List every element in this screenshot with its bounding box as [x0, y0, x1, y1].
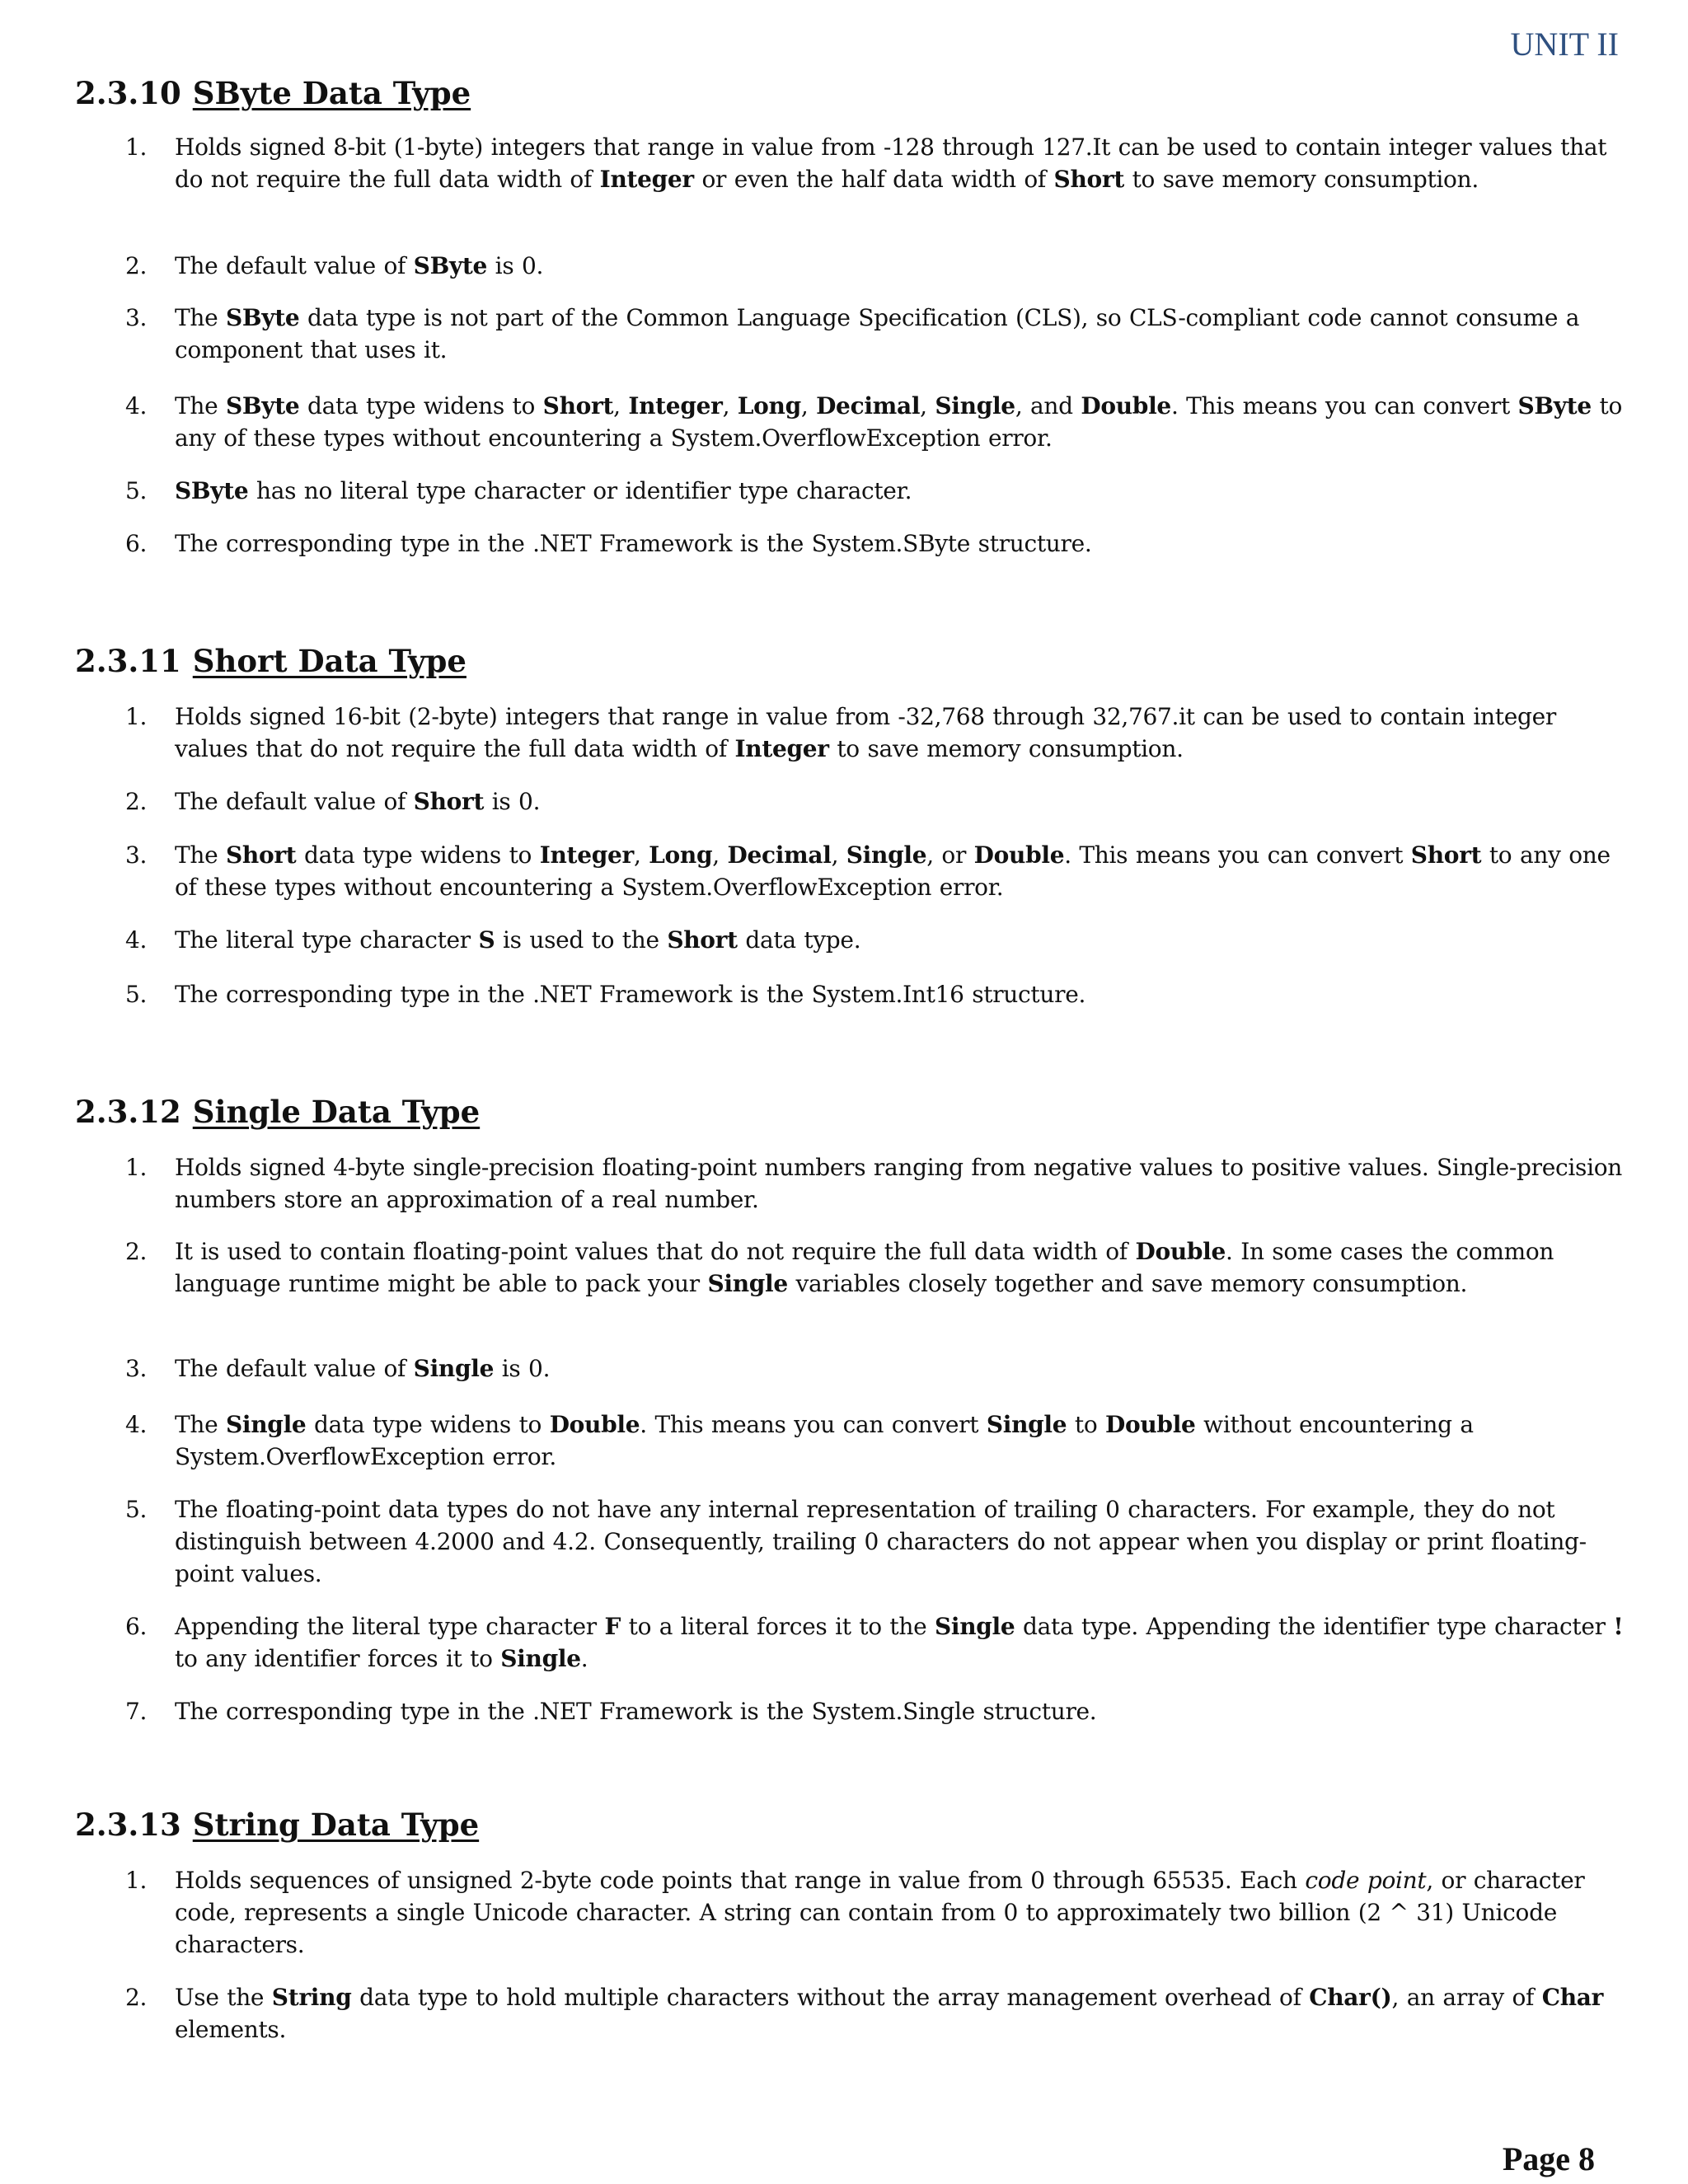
list-number: 2.: [125, 1238, 148, 1265]
list-number: 2.: [125, 1984, 148, 2011]
bold-term: Single: [225, 1411, 307, 1438]
text-run: The: [175, 1411, 226, 1438]
text-run: to save memory consumption.: [828, 735, 1184, 762]
text-run: . In some cases the common language runtime might be able to pack your: [175, 1238, 1554, 1297]
text-run: The literal type character: [175, 926, 479, 954]
text-run: elements.: [175, 2016, 287, 2043]
list-item: [125, 475, 1625, 507]
bold-term: Integer: [599, 166, 694, 193]
text-run: ,: [831, 841, 846, 869]
list-item: [125, 978, 1625, 1010]
bold-term: Char(): [1309, 1984, 1392, 2011]
text-run: The default value of: [175, 252, 414, 279]
text-run: data type widens to: [306, 1411, 550, 1438]
text-run: data type. Appending the identifier type character: [1015, 1613, 1614, 1640]
bold-term: Single: [846, 841, 927, 869]
text-run: . This means you can convert: [1064, 841, 1411, 869]
bold-term: Char: [1541, 1984, 1604, 2011]
text-run: The corresponding type in the .NET Framework is the System.SByte structure.: [175, 530, 1092, 557]
bold-term: String: [271, 1984, 352, 2011]
bold-term: S: [478, 926, 495, 954]
section-title: Short Data Type: [192, 643, 467, 679]
bold-term: Integer: [734, 735, 829, 762]
bold-term: Short: [225, 841, 297, 869]
list-number: 6.: [125, 530, 148, 557]
section-number: 2.3.10: [75, 75, 181, 111]
list-item: [125, 1981, 1625, 2046]
text-run: data type widens to: [299, 392, 543, 419]
list-item: [125, 924, 1625, 956]
text-run: ,: [920, 392, 935, 419]
text-run: Holds signed 8-bit (1-byte) integers that range in value from -128 through 127.It can be used to contain integer values that do not require the full data width of: [175, 134, 1607, 193]
bold-term: Integer: [539, 841, 634, 869]
text-run: The: [175, 392, 226, 419]
list-item: [125, 390, 1625, 454]
list-number: 5.: [125, 981, 148, 1008]
list-item: [125, 1610, 1625, 1675]
list-item: [125, 302, 1625, 366]
section-heading: [75, 1095, 480, 1128]
list-number: 2.: [125, 252, 148, 279]
list-number: 5.: [125, 1496, 148, 1523]
list-text: [175, 1235, 1625, 1300]
text-run: to save memory consumption.: [1124, 166, 1479, 193]
list-text: [175, 785, 1625, 818]
section-heading: [75, 1808, 479, 1841]
text-run: The corresponding type in the .NET Framework is the System.Single structure.: [175, 1698, 1097, 1725]
text-run: to a literal forces it to the: [621, 1613, 935, 1640]
text-run: to: [1067, 1411, 1105, 1438]
text-run: The: [175, 304, 226, 331]
text-run: or even the half data width of: [693, 166, 1054, 193]
list-text: [175, 701, 1625, 765]
list-number: 4.: [125, 392, 148, 419]
list-item: [125, 839, 1625, 903]
text-run: , an array of: [1391, 1984, 1542, 2011]
list-text: [175, 475, 1625, 507]
list-item: [125, 1235, 1625, 1300]
bold-term: Single: [934, 1613, 1015, 1640]
text-run: The default value of: [175, 788, 414, 815]
text-run: . This means you can convert: [640, 1411, 987, 1438]
bold-term: Single: [413, 1355, 495, 1382]
list-text: [175, 527, 1625, 560]
italic-term: code point: [1305, 1867, 1427, 1894]
bold-term: Double: [1081, 392, 1171, 419]
list-number: 3.: [125, 841, 148, 869]
section-title: SByte Data Type: [192, 75, 471, 111]
text-run: to any identifier forces it to: [175, 1645, 501, 1672]
bold-term: Double: [1105, 1411, 1196, 1438]
list-item: [125, 250, 1625, 282]
list-number: 5.: [125, 477, 148, 504]
list-item: [125, 1493, 1625, 1590]
bold-term: Short: [542, 392, 614, 419]
bold-term: Decimal: [727, 841, 832, 869]
bold-term: Double: [549, 1411, 640, 1438]
text-run: The: [175, 841, 226, 869]
text-run: . This means you can convert: [1170, 392, 1518, 419]
text-run: Holds sequences of unsigned 2-byte code points that range in value from 0 through 65535. Each: [175, 1867, 1306, 1894]
bold-term: Decimal: [816, 392, 921, 419]
list-number: 4.: [125, 1411, 148, 1438]
list-text: [175, 1151, 1625, 1216]
list-number: 1.: [125, 1867, 148, 1894]
section-number: 2.3.11: [75, 643, 181, 679]
bold-term: Short: [1053, 166, 1124, 193]
text-run: to any of these types without encountering a System.OverflowException error.: [175, 392, 1623, 452]
list-number: 4.: [125, 926, 148, 954]
bold-term: Single: [707, 1270, 788, 1297]
list-number: 1.: [125, 1154, 148, 1181]
text-run: is 0.: [484, 788, 541, 815]
section-heading: [75, 77, 471, 110]
list-item: [125, 1695, 1625, 1727]
text-run: The floating-point data types do not have any internal representation of trailing 0 characters. For example, they do not distinguish between 4.2000 and 4.2. Consequently, trailing 0 characters do not appear when you display or print floating-point values.: [175, 1496, 1587, 1587]
bold-term: Single: [935, 392, 1015, 419]
text-run: without encountering a System.OverflowException error.: [175, 1411, 1474, 1470]
bold-term: Double: [1135, 1238, 1226, 1265]
section-title: Single Data Type: [192, 1094, 481, 1130]
bold-term: Integer: [628, 392, 723, 419]
text-run: ,: [712, 841, 728, 869]
text-run: , or: [926, 841, 974, 869]
bold-term: Short: [413, 788, 485, 815]
list-text: [175, 1408, 1625, 1473]
text-run: , or character code, represents a single Unicode character. A string can contain from 0 to approximately two billion (2 ^ 31) Unicode characters.: [175, 1867, 1585, 1958]
bold-term: SByte: [225, 304, 300, 331]
bold-term: Short: [1410, 841, 1482, 869]
list-number: 3.: [125, 1355, 148, 1382]
text-run: data type.: [737, 926, 861, 954]
text-run: Holds signed 4-byte single-precision floating-point numbers ranging from negative values to positive values. Single-precision numbers store an approximation of a real number.: [175, 1154, 1623, 1213]
list-number: 3.: [125, 304, 148, 331]
bold-term: SByte: [225, 392, 300, 419]
list-item: [125, 1408, 1625, 1473]
list-item: [125, 1352, 1625, 1385]
bold-term: SByte: [175, 477, 249, 504]
list-text: [175, 1610, 1625, 1675]
list-number: 2.: [125, 788, 148, 815]
list-item: [125, 785, 1625, 818]
text-run: ,: [722, 392, 738, 419]
text-run: data type widens to: [296, 841, 540, 869]
list-text: [175, 390, 1625, 454]
text-run: data type is not part of the Common Language Specification (CLS), so CLS-compliant code cannot consume a component that uses it.: [175, 304, 1580, 363]
list-text: [175, 1352, 1625, 1385]
text-run: ,: [800, 392, 817, 419]
bold-term: Short: [667, 926, 738, 954]
text-run: variables closely together and save memory consumption.: [787, 1270, 1468, 1297]
text-run: The default value of: [175, 1355, 414, 1382]
bold-term: F: [604, 1613, 621, 1640]
list-item: [125, 701, 1625, 765]
list-number: 1.: [125, 703, 148, 730]
text-run: has no literal type character or identifier type character.: [248, 477, 912, 504]
text-run: is used to the: [495, 926, 668, 954]
text-run: is 0.: [487, 252, 544, 279]
list-text: [175, 1981, 1625, 2046]
text-run: The corresponding type in the .NET Framework is the System.Int16 structure.: [175, 981, 1086, 1008]
bold-term: Long: [649, 841, 713, 869]
list-number: 6.: [125, 1613, 148, 1640]
bold-term: Long: [737, 392, 801, 419]
list-text: [175, 1493, 1625, 1590]
bold-term: !: [1613, 1613, 1624, 1640]
section-number: 2.3.13: [75, 1807, 181, 1843]
bold-term: Single: [500, 1645, 581, 1672]
text-run: Use the: [175, 1984, 272, 2011]
list-text: [175, 1864, 1625, 1961]
list-item: [125, 1864, 1625, 1961]
bold-term: Double: [973, 841, 1065, 869]
text-run: is 0.: [494, 1355, 551, 1382]
text-run: data type to hold multiple characters without the array management overhead of: [351, 1984, 1310, 2011]
list-text: [175, 250, 1625, 282]
section-number: 2.3.12: [75, 1094, 181, 1130]
list-item: [125, 1151, 1625, 1216]
list-item: [125, 131, 1625, 195]
unit-label: UNIT II: [1510, 26, 1619, 63]
page-number: Page 8: [1502, 2140, 1595, 2177]
bold-term: Single: [986, 1411, 1067, 1438]
text-run: .: [580, 1645, 588, 1672]
section-heading: [75, 644, 467, 677]
list-text: [175, 131, 1625, 195]
list-text: [175, 839, 1625, 903]
list-number: 7.: [125, 1698, 148, 1725]
text-run: , and: [1015, 392, 1081, 419]
list-text: [175, 302, 1625, 366]
list-text: [175, 924, 1625, 956]
list-text: [175, 1695, 1625, 1727]
text-run: Holds signed 16-bit (2-byte) integers that range in value from -32,768 through 32,767.it can be used to contain integer values that do not require the full data width of: [175, 703, 1556, 762]
list-number: 1.: [125, 134, 148, 161]
section-title: String Data Type: [192, 1807, 480, 1843]
text-run: ,: [613, 392, 629, 419]
bold-term: SByte: [413, 252, 488, 279]
text-run: to any one of these types without encountering a System.OverflowException error.: [175, 841, 1611, 901]
list-item: [125, 527, 1625, 560]
list-text: [175, 978, 1625, 1010]
text-run: ,: [633, 841, 649, 869]
text-run: Appending the literal type character: [175, 1613, 605, 1640]
text-run: It is used to contain floating-point values that do not require the full data width of: [175, 1238, 1136, 1265]
bold-term: SByte: [1517, 392, 1592, 419]
